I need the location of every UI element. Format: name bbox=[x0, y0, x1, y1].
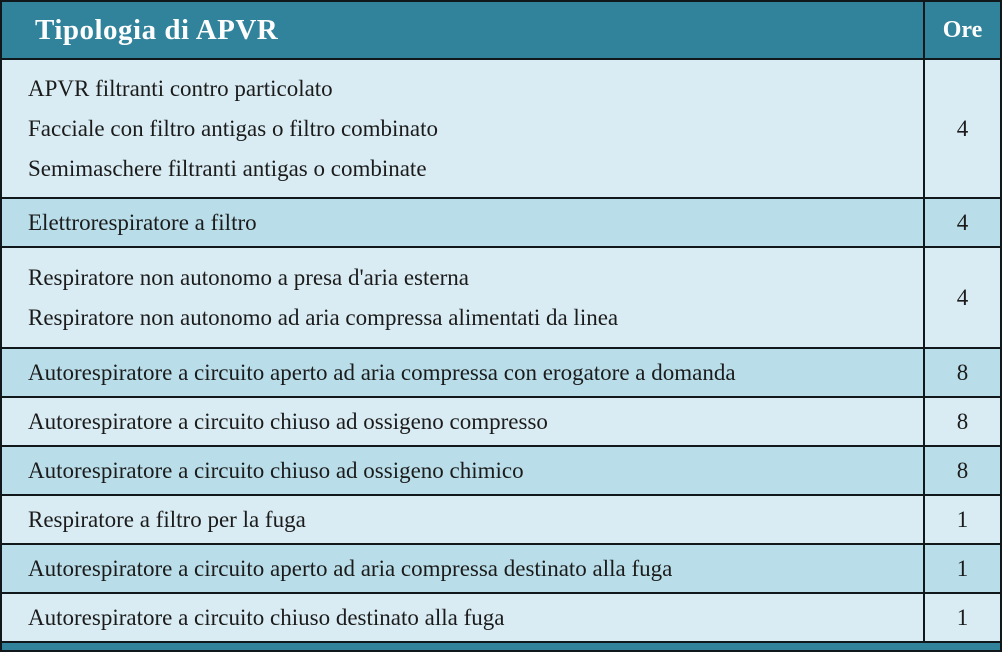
row-label-cell bbox=[2, 545, 923, 592]
row-label-line: Autorespiratore a circuito aperto ad aria compressa destinato alla fuga bbox=[28, 555, 673, 581]
row-ore-value: 4 bbox=[923, 248, 1000, 347]
row-label-line: Semimaschere filtranti antigas o combinate bbox=[28, 155, 427, 181]
row-label-cell bbox=[2, 199, 923, 246]
table-row bbox=[2, 347, 1000, 396]
table-row bbox=[2, 494, 1000, 543]
row-ore-value: 4 bbox=[923, 60, 1000, 197]
row-label-cell bbox=[2, 496, 923, 543]
table-row bbox=[2, 58, 1000, 197]
row-label-cell bbox=[2, 349, 923, 396]
table-row bbox=[2, 592, 1000, 641]
row-label-line: Autorespiratore a circuito chiuso ad ossigeno compresso bbox=[28, 408, 548, 434]
table-header-row bbox=[2, 2, 1000, 58]
row-label-cell bbox=[2, 594, 923, 641]
table-body bbox=[2, 58, 1000, 641]
row-label-line: Respiratore a filtro per la fuga bbox=[28, 506, 306, 532]
row-ore-value: 8 bbox=[923, 349, 1000, 396]
row-label-line: Elettrorespiratore a filtro bbox=[28, 209, 257, 235]
row-label-cell bbox=[2, 248, 923, 347]
ore-column-header: Ore bbox=[923, 2, 1000, 58]
row-ore-value: 8 bbox=[923, 398, 1000, 445]
row-label-line: Respiratore non autonomo a presa d'aria esterna bbox=[28, 264, 469, 290]
table-row bbox=[2, 396, 1000, 445]
row-label-cell bbox=[2, 447, 923, 494]
row-ore-value: 1 bbox=[923, 545, 1000, 592]
table-row bbox=[2, 246, 1000, 347]
row-ore-value: 1 bbox=[923, 594, 1000, 641]
row-label-line: APVR filtranti contro particolato bbox=[28, 75, 333, 101]
row-label-line: Facciale con filtro antigas o filtro combinato bbox=[28, 115, 439, 141]
row-label-line: Respiratore non autonomo ad aria compressa alimentati da linea bbox=[28, 304, 619, 330]
table-row bbox=[2, 197, 1000, 246]
table-row bbox=[2, 543, 1000, 592]
row-label-line: Autorespiratore a circuito chiuso destinato alla fuga bbox=[28, 604, 505, 630]
table-title: Tipologia di APVR bbox=[35, 13, 279, 46]
row-label-cell bbox=[2, 398, 923, 445]
row-ore-value: 4 bbox=[923, 199, 1000, 246]
row-label-cell bbox=[2, 60, 923, 197]
row-label-line: Autorespiratore a circuito chiuso ad ossigeno chimico bbox=[28, 457, 524, 483]
table-footer-bar bbox=[2, 641, 1000, 650]
table-row bbox=[2, 445, 1000, 494]
row-label-line: Autorespiratore a circuito aperto ad aria compressa con erogatore a domanda bbox=[28, 359, 736, 385]
row-ore-value: 8 bbox=[923, 447, 1000, 494]
row-ore-value: 1 bbox=[923, 496, 1000, 543]
